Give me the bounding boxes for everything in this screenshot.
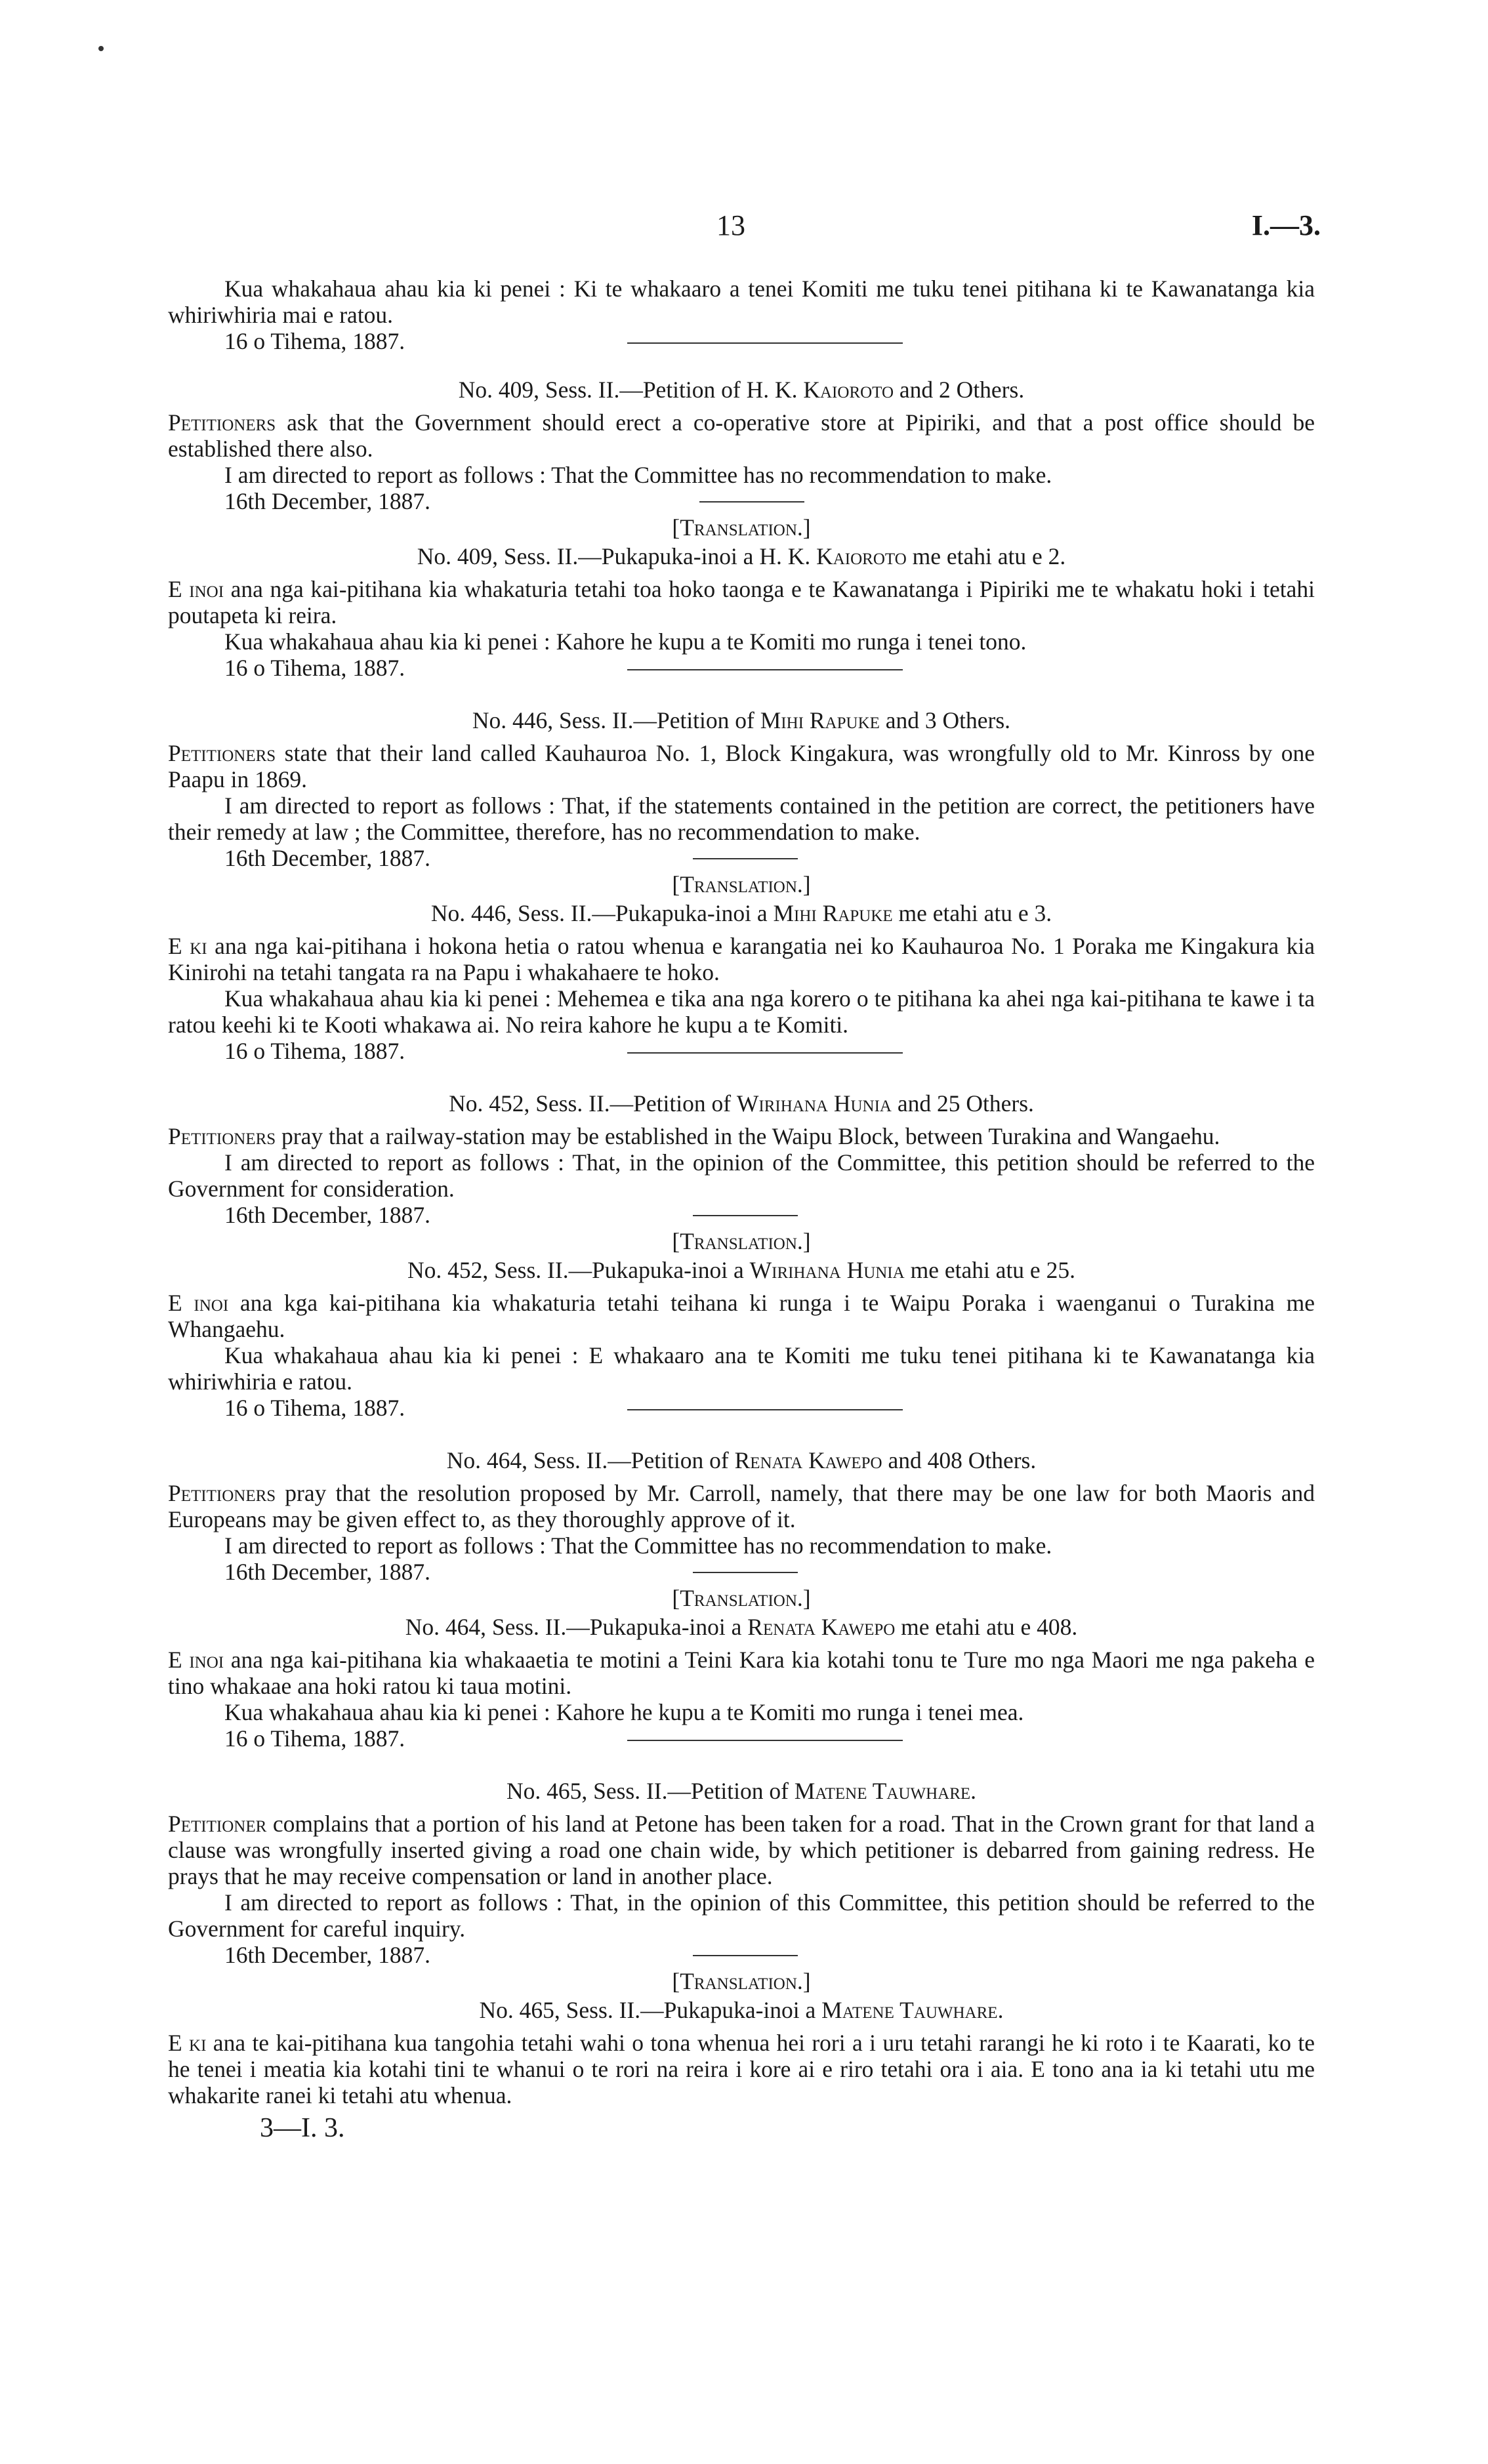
translation-title: No. 464, Sess. II.—Pukapuka-inoi a Renata Kawepo me etahi atu e 408. [405,1614,1078,1640]
translation-title: No. 465, Sess. II.—Pukapuka-inoi a Matene Tauwhare. [479,1997,1004,2023]
report-date: 16th December, 1887. [168,1559,1315,1585]
translation-label: [Translation.] [672,1585,811,1611]
translation-label: [Translation.] [672,871,811,897]
short-divider [693,1572,798,1573]
petition-465 [168,1778,1315,2108]
section-divider [627,1409,903,1410]
section-divider [627,342,903,344]
translation-body: E inoi ana kga kai-pitihana kia whakaturia tetahi teihana ki runga i te Waipu Poraka i waenganui o Turakina me Whangaehu. [168,1290,1315,1342]
translation-report: Kua whakahaua ahau kia ki penei : Kahore he kupu a te Komiti mo runga i tenei mea. [224,1699,1024,1725]
page-number: 13 [716,209,745,241]
petition-title: No. 452, Sess. II.—Petition of Wirihana Hunia and 25 Others. [449,1090,1034,1117]
report-date: 16th December, 1887. [168,1202,1315,1228]
petition-title: No. 465, Sess. II.—Petition of Matene Tauwhare. [506,1778,977,1804]
short-divider [693,1955,798,1956]
translation-body: E inoi ana nga kai-pitihana kia whakaturia tetahi toa hoko taonga e te Kawanatanga i Pipiriki me te whakatu hoki i tetahi poutapeta ki reira. [168,576,1315,628]
translation-label: [Translation.] [672,514,811,541]
committee-report: I am directed to report as follows : That, in the opinion of the Committee, this petition should be referred to the Government for consideration. [168,1149,1315,1202]
translation-title: No. 446, Sess. II.—Pukapuka-inoi a Mihi Rapuke me etahi atu e 3. [430,900,1052,926]
report-date: 16th December, 1887. [168,1942,1315,1968]
page-header [0,209,1488,248]
petition-body: Petitioners ask that the Government should erect a co-operative store at Pipiriki, and that a post office should be established there also. [168,409,1315,462]
printer-signature: 3—I. 3. [260,2113,345,2143]
committee-report: I am directed to report as follows : That the Committee has no recommendation to make. [224,1532,1052,1559]
petition-title: No. 409, Sess. II.—Petition of H. K. Kaioroto and 2 Others. [458,377,1025,403]
translation-date: 16 o Tihema, 1887. [168,1725,1315,1752]
petition-452 [168,1090,1315,1421]
short-divider [693,858,798,859]
translation-report: Kua whakahaua ahau kia ki penei : Kahore he kupu a te Komiti mo runga i tenei tono. [224,628,1027,655]
petition-409 [168,377,1315,681]
petition-body: Petitioner complains that a portion of his land at Petone has been taken for a road. That in the Crown grant for that land a clause was wrongfully inserted giving a road one chain wide, by which petitioner is debarred from gaining redress. He prays that he may receive compensation or land in another place. [168,1811,1315,1889]
short-divider [699,501,804,503]
translation-title: No. 409, Sess. II.—Pukapuka-inoi a H. K. Kaioroto me etahi atu e 2. [417,543,1066,569]
section-divider [627,1052,903,1054]
scan-speck [98,46,104,51]
translation-body: E ki ana te kai-pitihana kua tangohia tetahi wahi o tona whenua hei rori a i uru tetahi rarangi he ki roto i te Kaarati, ko te he tenei i meatia kia kotahi tini te whanui o te rori na reira i kore ai e riro tetahi ora i aia. E tono ana ia ki tetahi utu me whakarite ranei ki tetahi atu whenua. [168,2030,1315,2108]
document-code: I.—3. [1251,209,1321,241]
short-divider [693,1215,798,1216]
intro-text: Kua whakahaua ahau kia ki penei : Ki te whakaaro a tenei Komiti me tuku tenei pitihana ki te Kawanatanga kia whiriwhiria mai e ratou. [168,276,1315,328]
petition-446 [168,707,1315,1064]
committee-report: I am directed to report as follows : That, in the opinion of this Committee, this petition should be referred to the Government for careful inquiry. [168,1889,1315,1942]
report-date: 16th December, 1887. [168,845,1315,871]
petition-body: Petitioners pray that a railway-station may be established in the Waipu Block, between Turakina and Wangaehu. [168,1123,1220,1149]
intro-date: 16 o Tihema, 1887. [168,328,1315,354]
petition-title: No. 446, Sess. II.—Petition of Mihi Rapuke and 3 Others. [472,707,1011,733]
translation-body: E inoi ana nga kai-pitihana kia whakaaetia te motini a Teini Kara kia kotahi tonu te Ture mo nga Maori me nga pakeha e tino whakaae ana hoki ratou ki taua motini. [168,1647,1315,1699]
page-content [168,276,1315,2141]
section-divider [627,669,903,670]
committee-report: I am directed to report as follows : That the Committee has no recommendation to make. [224,462,1052,488]
translation-date: 16 o Tihema, 1887. [168,1395,1315,1421]
section-divider [627,1740,903,1741]
intro-section [168,276,1315,354]
translation-title: No. 452, Sess. II.—Pukapuka-inoi a Wirihana Hunia me etahi atu e 25. [407,1257,1075,1283]
translation-date: 16 o Tihema, 1887. [168,1038,1315,1064]
petition-title: No. 464, Sess. II.—Petition of Renata Kawepo and 408 Others. [446,1447,1037,1473]
translation-report: Kua whakahaua ahau kia ki penei : E whakaaro ana te Komiti me tuku tenei pitihana ki te Kawanatanga kia whiriwhiria e ratou. [168,1342,1315,1395]
translation-label: [Translation.] [672,1968,811,1994]
petition-body: Petitioners pray that the resolution proposed by Mr. Carroll, namely, that there may be one law for both Maoris and Europeans may be given effect to, as they thoroughly approve of it. [168,1480,1315,1532]
committee-report: I am directed to report as follows : That, if the statements contained in the petition are correct, the petitioners have their remedy at law ; the Committee, therefore, has no recommendation to make. [168,792,1315,845]
translation-body: E ki ana nga kai-pitihana i hokona hetia o ratou whenua e karangatia nei ko Kauhauroa No. 1 Poraka me Kingakura kia Kinirohi na tetahi tangata ra na Papu i whakahaere te hoko. [168,933,1315,985]
translation-report: Kua whakahaua ahau kia ki penei : Mehemea e tika ana nga korero o te pitihana ka ahei nga kai-pitihana te kawe i ta ratou keehi ki te Kooti whakawa ai. No reira kahore he kupu a te Komiti. [168,985,1315,1038]
petition-body: Petitioners state that their land called Kauhauroa No. 1, Block Kingakura, was wrongfully old to Mr. Kinross by one Paapu in 1869. [168,740,1315,792]
report-date: 16th December, 1887. [168,488,1315,514]
petition-464 [168,1447,1315,1752]
translation-date: 16 o Tihema, 1887. [168,655,1315,681]
translation-label: [Translation.] [672,1228,811,1254]
